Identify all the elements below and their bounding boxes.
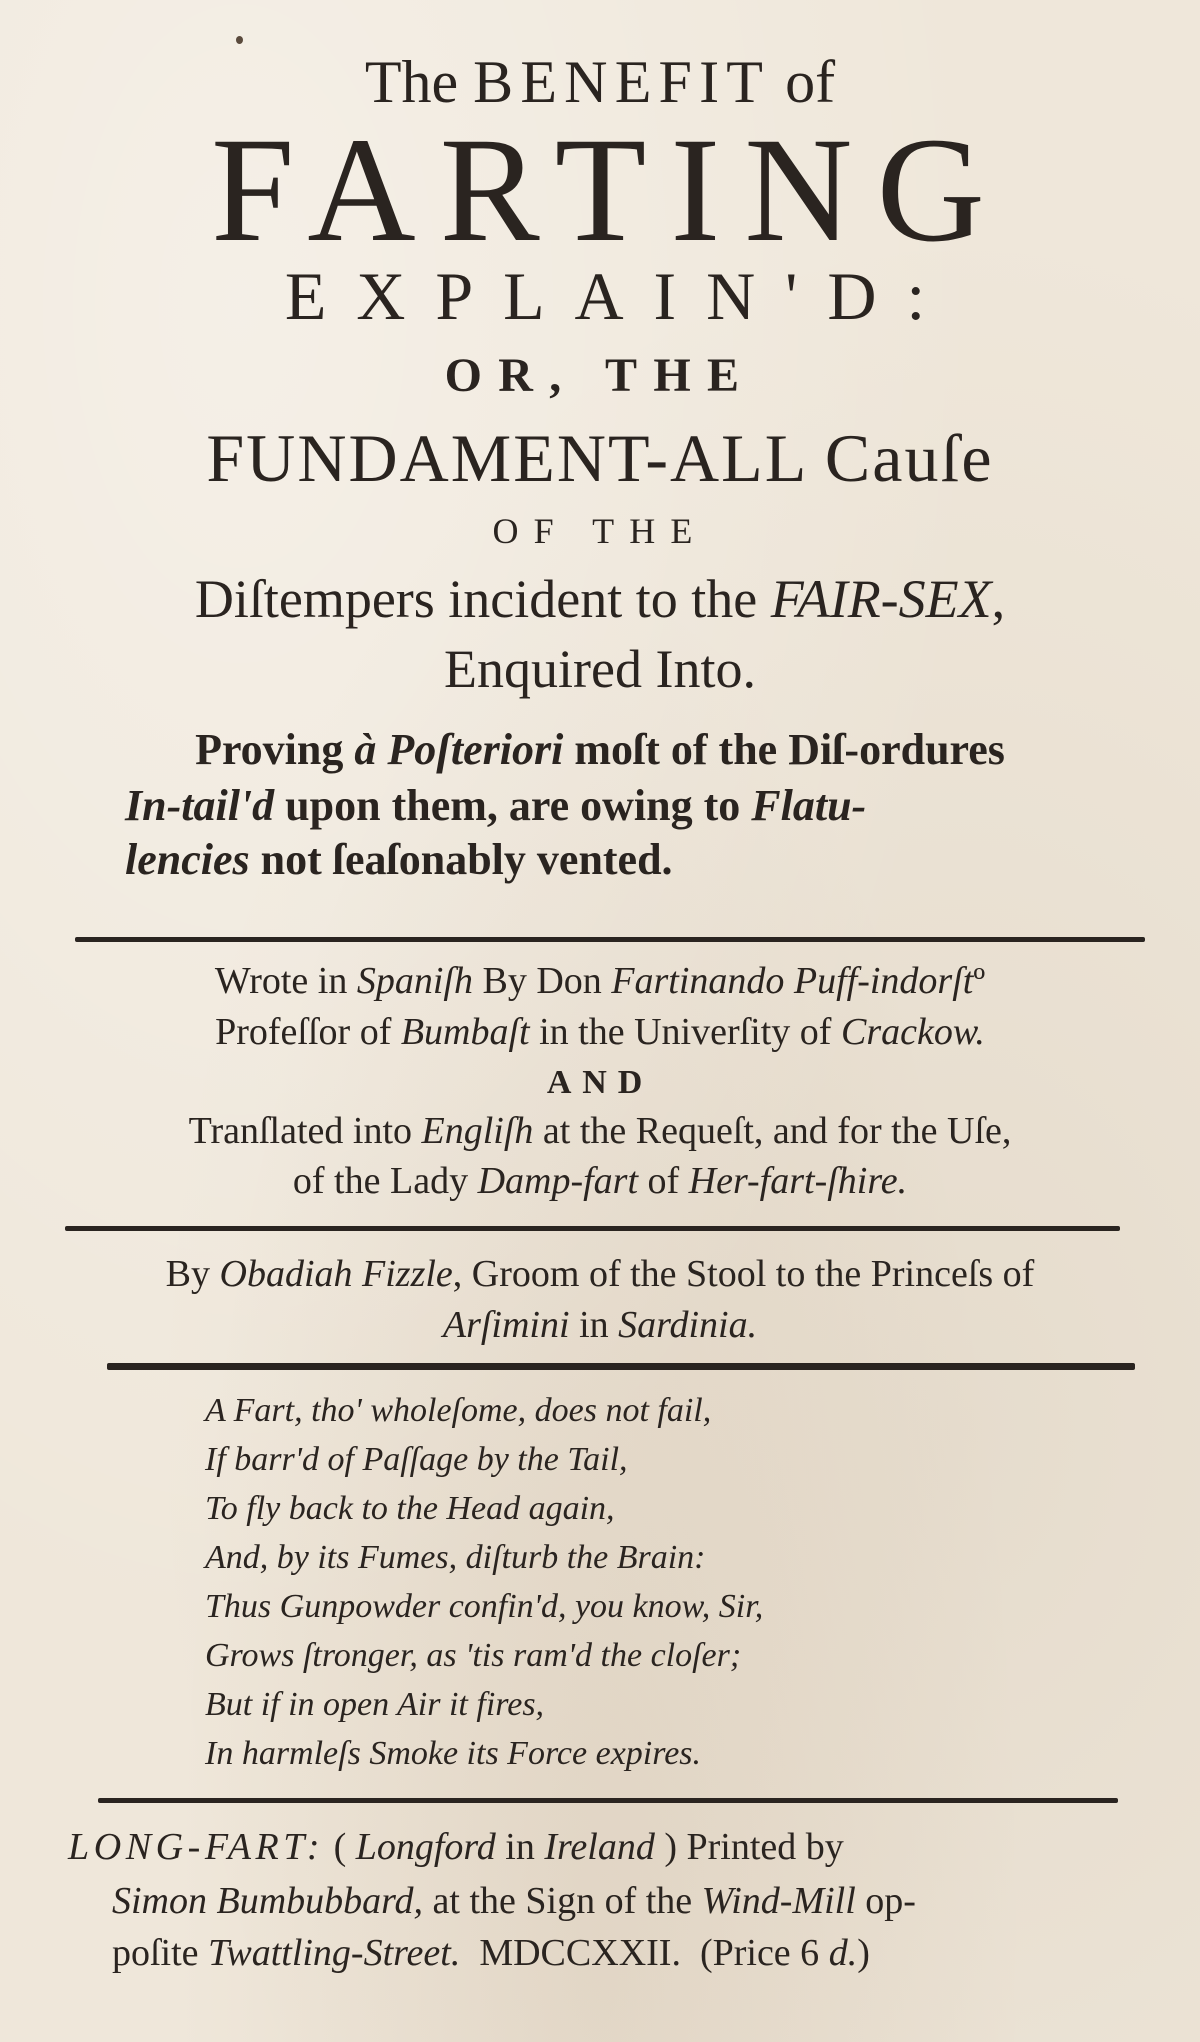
rule-4 [98,1798,1118,1803]
imprint-line-2: Simon Bumbubbard, at the Sign of the Wind-Mill op- [112,1880,916,1922]
author-line-1: Wrote in Spaniſh By Don Fartinando Puff-indorſtº [214,960,986,1002]
imprint-line-3: poſite Twattling-Street. MDCCXXII. (Price 6 d.) [112,1932,870,1974]
rule-3 [107,1363,1135,1370]
rule-1 [75,937,1145,942]
title-distempers: Diſtempers incident to the FAIR-SEX, [194,569,1006,629]
verse-line: But if in open Air it fires, [205,1686,545,1723]
author-line-4: Tranſlated into Engliſh at the Requeſt, and for the Uſe, [188,1110,1012,1152]
author-and: AND [546,1064,654,1101]
title-or-the: OR, THE [444,349,756,402]
author-line-5: of the Lady Damp-fart of Her-fart-ſhire. [292,1160,908,1202]
byline-line-1: By Obadiah Fizzle, Groom of the Stool to the Princeſs of [165,1253,1035,1295]
verse-line: Thus Gunpowder confin'd, you know, Sir, [205,1588,764,1625]
proving-line-1: Proving à Poſteriori moſt of the Diſ-ordures [195,725,1005,774]
verse-line: Grows ſtronger, as 'tis ram'd the cloſer; [205,1637,742,1674]
title-enquired: Enquired Into. [444,639,756,699]
verse-line: If barr'd of Paſſage by the Tail, [205,1441,628,1478]
title-fundament-all: FUNDAMENT-ALL Cauſe [206,420,994,496]
verse-line: In harmleſs Smoke its Force expires. [205,1735,702,1772]
rule-2 [65,1226,1120,1231]
proving-line-2: In-tail'd upon them, are owing to Flatu- [125,781,867,830]
author-line-2: Profeſſor of Bumbaſt in the Univerſity of Crackow. [215,1011,985,1053]
byline-line-2: Arſimini in Sardinia. [442,1304,758,1346]
proving-line-3: lencies not ſeaſonably vented. [125,835,673,884]
title-farting: FARTING [211,107,1009,273]
title-of-the: OF THE [492,511,708,551]
verse-line: A Fart, tho' wholeſome, does not fail, [205,1392,712,1429]
title-line-1: The BENEFIT of [364,49,836,115]
imprint-line-1: LONG-FART: ( Longford in Ireland ) Printed by [68,1826,844,1868]
verse-line: And, by its Fumes, diſturb the Brain: [205,1539,706,1576]
title-explaind: EXPLAIN'D: [284,258,956,334]
ink-speck [236,36,243,44]
verse-line: To fly back to the Head again, [205,1490,615,1527]
